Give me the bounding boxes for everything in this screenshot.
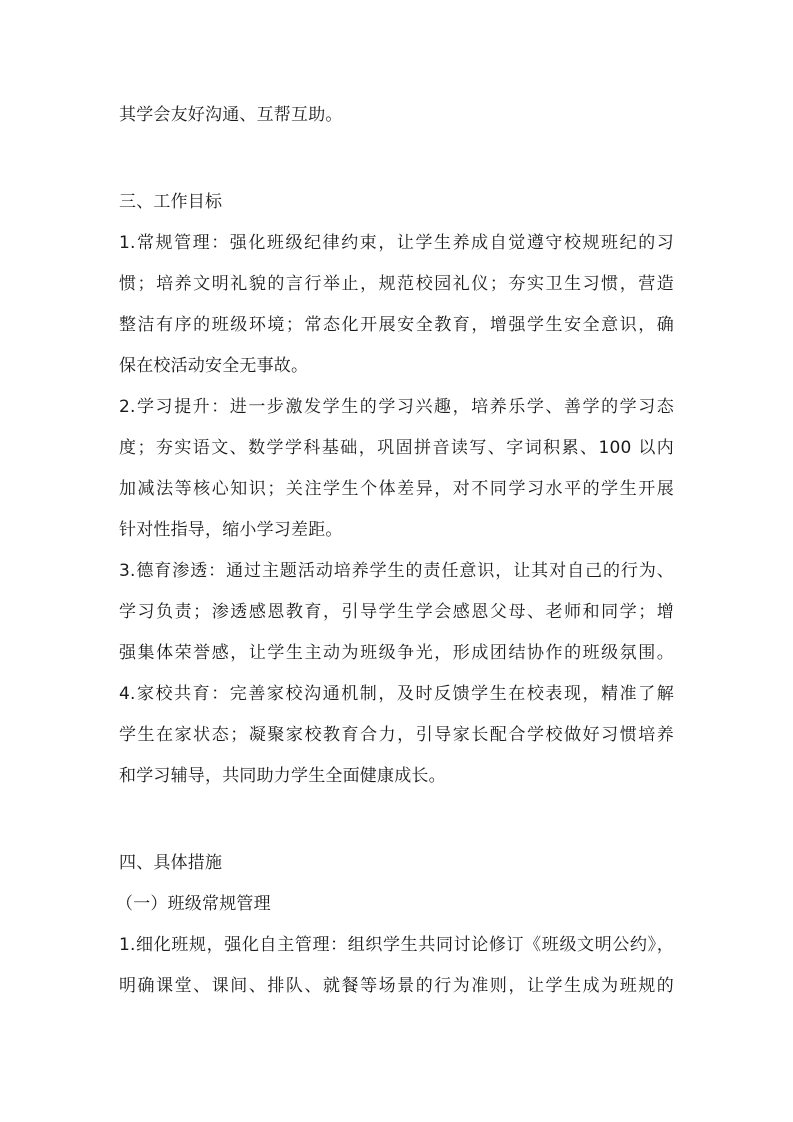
goal-2-line: 加减法等核心知识；关注学生个体差异，对不同学习水平的学生开展 [119,479,674,499]
goal-3-line: 强集体荣誉感，让学生主动为班级争光，形成团结协作的班级氛围。 [119,643,674,663]
goal-4-line: 学生在家状态；凝聚家校教育合力，引导家长配合学校做好习惯培养 [119,725,674,745]
paragraph-line: 其学会友好沟通、互帮互助。 [119,105,343,125]
goal-1-line: 保在校活动安全无事故。 [119,356,309,376]
goal-3-line: 3.德育渗透：通过主题活动培养学生的责任意识，让其对自己的行为、 [119,561,674,581]
goal-2-line: 针对性指导，缩小学习差距。 [119,520,343,540]
goal-2-line: 度；夯实语文、数学学科基础，巩固拼音读写、字词积累、100 以内 [119,438,674,458]
goal-1-line: 1.常规管理：强化班级纪律约束，让学生养成自觉遵守校规班纪的习 [119,233,674,253]
goal-4-line: 和学习辅导，共同助力学生全面健康成长。 [119,766,446,786]
goal-2-line: 2.学习提升：进一步激发学生的学习兴趣，培养乐学、善学的学习态 [119,397,674,417]
goal-1-line: 整洁有序的班级环境；常态化开展安全教育，增强学生安全意识，确 [119,315,674,335]
goal-1-line: 惯；培养文明礼貌的言行举止，规范校园礼仪；夯实卫生习惯，营造 [119,274,674,294]
section-heading-work-goals: 三、工作目标 [119,192,223,212]
goal-4-line: 4.家校共育：完善家校沟通机制，及时反馈学生在校表现，精准了解 [119,684,674,704]
measure-1-line: 1.细化班规，强化自主管理：组织学生共同讨论修订《班级文明公约》， [119,935,674,955]
subsection-heading-class-management: （一）班级常规管理 [116,894,271,914]
goal-3-line: 学习负责；渗透感恩教育，引导学生学会感恩父母、老师和同学；增 [119,602,674,622]
section-heading-measures: 四、具体措施 [119,853,223,873]
measure-1-line: 明确课堂、课间、排队、就餐等场景的行为准则，让学生成为班规的 [119,976,674,996]
